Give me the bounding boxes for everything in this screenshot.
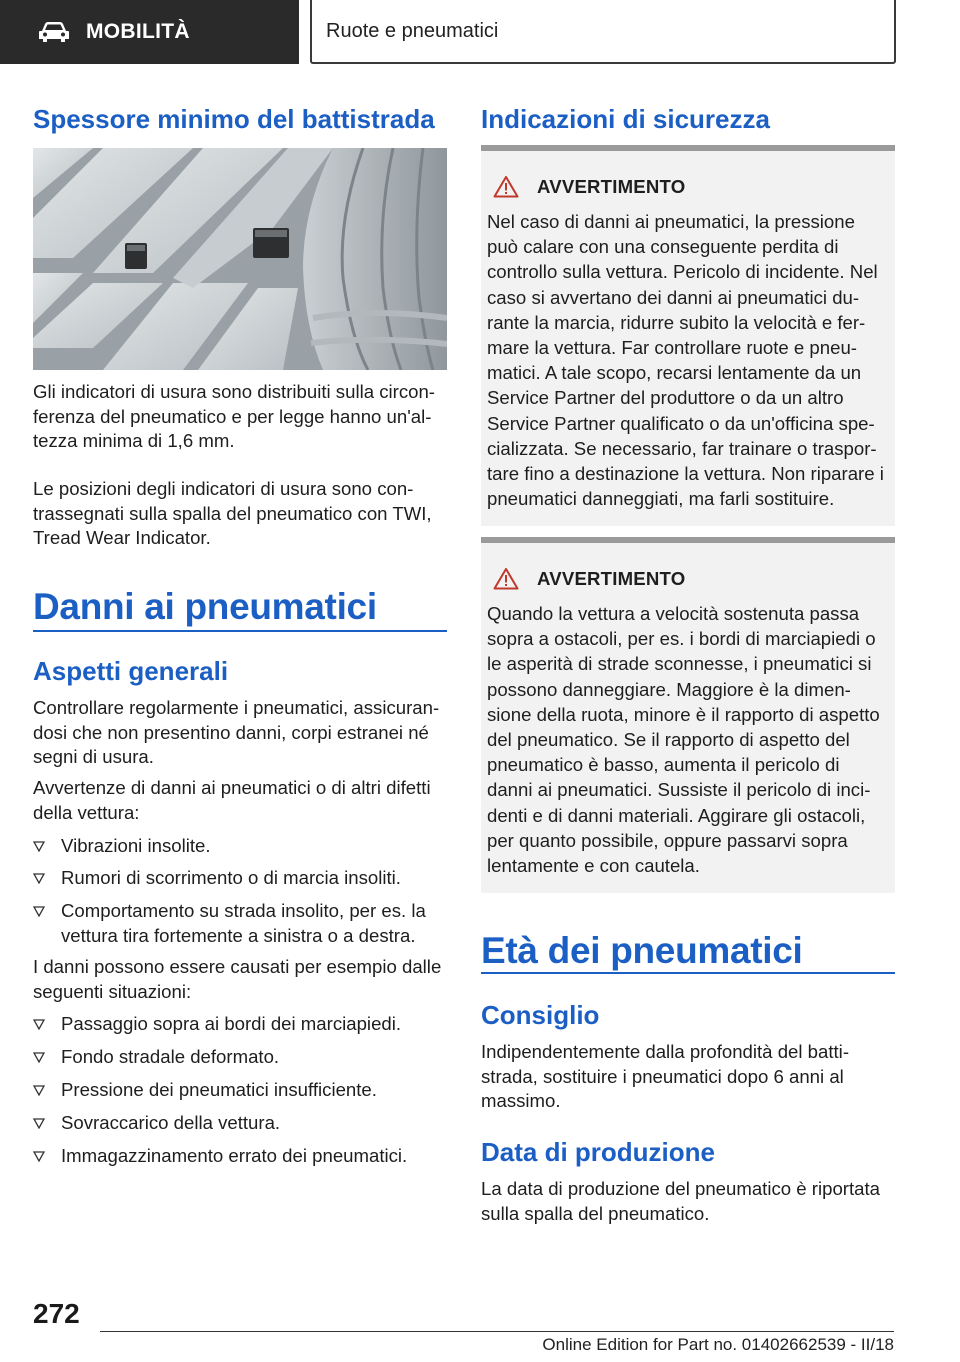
production-date-paragraph: La data di produzione del pneumatico è riportata sulla spalla del pneumatico. [481, 1178, 881, 1224]
production-date-heading: Data di produzione [481, 1137, 715, 1167]
warning-triangle-icon [493, 567, 519, 590]
safety-heading: Indicazioni di sicurezza [481, 104, 770, 134]
list-item: Pressione dei pneumatici insufficiente. [33, 1078, 447, 1103]
tire-damage-heading: Danni ai pneumatici [33, 586, 377, 627]
list-item: Comportamento su strada insolito, per es. la vettura tira fortemente a sinistra o a destra. [33, 899, 447, 948]
list-item: Passaggio sopra ai bordi dei marciapiedi. [33, 1012, 447, 1037]
section-tab [0, 0, 299, 64]
list-item: Fondo stradale deformato. [33, 1045, 447, 1070]
bullet-triangle-icon [33, 1151, 45, 1162]
list-item: Vibrazioni insolite. [33, 834, 447, 859]
tire-tread-illustration [33, 148, 447, 370]
warning-box [481, 537, 895, 893]
warning-title: AVVERTIMENTO [537, 567, 686, 589]
warning-box [481, 145, 895, 526]
list-item: Immagazzinamento errato dei pneumatici. [33, 1144, 447, 1169]
bullet-triangle-icon [33, 1118, 45, 1129]
bullet-triangle-icon [33, 1052, 45, 1063]
bullet-triangle-icon [33, 873, 45, 884]
causes-intro: I danni possono essere causati per esempio dalle seguenti situazioni: [33, 956, 442, 1002]
list-item: Sovraccarico della vettura. [33, 1111, 447, 1136]
list-item: Rumori di scorrimento o di marcia insoliti. [33, 866, 447, 891]
warning-text: Nel caso di danni ai pneumatici, la pressione può calare con una conseguente perdita di controllo sulla vettura. Pericolo di incidente. Nel caso si avvertano dei danni ai pneumatici du-rante la marcia, ridurre subito la velocità e fer-mare la vettura. Far controllare ruote e pneu-matici. A tale scopo, recarsi lentamente da un Service Partner del produttore o da un altro Service Partner qualificato o da un'officina spe-cializzata. Se necessario, far trainare o traspor-tare fino a destinazione la vettura. Non riparare i pneumatici danneggiati, ma farli sostituire. [487, 211, 884, 510]
bullet-triangle-icon [33, 841, 45, 852]
tire-age-heading: Età dei pneumatici [481, 930, 803, 971]
heading-rule [481, 972, 895, 974]
advice-heading: Consiglio [481, 1000, 600, 1030]
heading-rule [33, 630, 447, 632]
footer-rule [100, 1331, 894, 1332]
advice-paragraph: Indipendentemente dalla profondità del batti-strada, sostituire i pneumatici dopo 6 anni al massimo. [481, 1041, 850, 1111]
bullet-triangle-icon [33, 906, 45, 917]
tread-paragraph-2: Le posizioni degli indicatori di usura sono con-trassegnati sulla spalla del pneumatico con TWI, Tread Wear Indicator. [33, 478, 432, 548]
page-number: 272 [33, 1298, 80, 1329]
bullet-triangle-icon [33, 1085, 45, 1096]
tread-paragraph-1: Gli indicatori di usura sono distribuiti sulla circon-ferenza del pneumatico e per legge hanno un'al-tezza minima di 1,6 mm. [33, 381, 435, 451]
warning-title: AVVERTIMENTO [537, 175, 686, 197]
general-heading: Aspetti generali [33, 656, 229, 686]
warning-header [493, 175, 685, 198]
chapter-tab [310, 0, 896, 64]
tread-depth-heading: Spessore minimo del battistrada [33, 104, 435, 134]
tread-wear-indicator-figure [33, 148, 447, 370]
warning-text: Quando la vettura a velocità sostenuta passa sopra a ostacoli, per es. i bordi di marciapiedi o le asperità di strade sconnesse, i pneumatici si possono danneggiare. Maggiore è la dimen-sione della ruota, minore è il rapporto di aspetto del pneumatico. Se il rapporto di aspetto del pneumatico è basso, aumenta il pericolo di danni ai pneumatici. Sussiste il pericolo di inci-denti e di danni materiali. Aggirare gli ostacoli, per quanto possibile, oppure passarvi sopra lentamente e con cautela. [487, 603, 880, 877]
warning-triangle-icon [493, 175, 519, 198]
section-label: MOBILITÀ [86, 20, 190, 43]
warning-header [493, 567, 685, 590]
general-paragraph-1: Controllare regolarmente i pneumatici, assicuran-dosi che non presentino danni, corpi estranei né segni di usura. [33, 697, 440, 767]
general-paragraph-2: Avvertenze di danni ai pneumatici o di altri difetti della vettura: [33, 777, 431, 823]
edition-line: Online Edition for Part no. 01402662539 - II/18 [542, 1335, 894, 1354]
car-icon [38, 21, 70, 43]
bullet-triangle-icon [33, 1019, 45, 1030]
chapter-label: Ruote e pneumatici [326, 19, 499, 42]
